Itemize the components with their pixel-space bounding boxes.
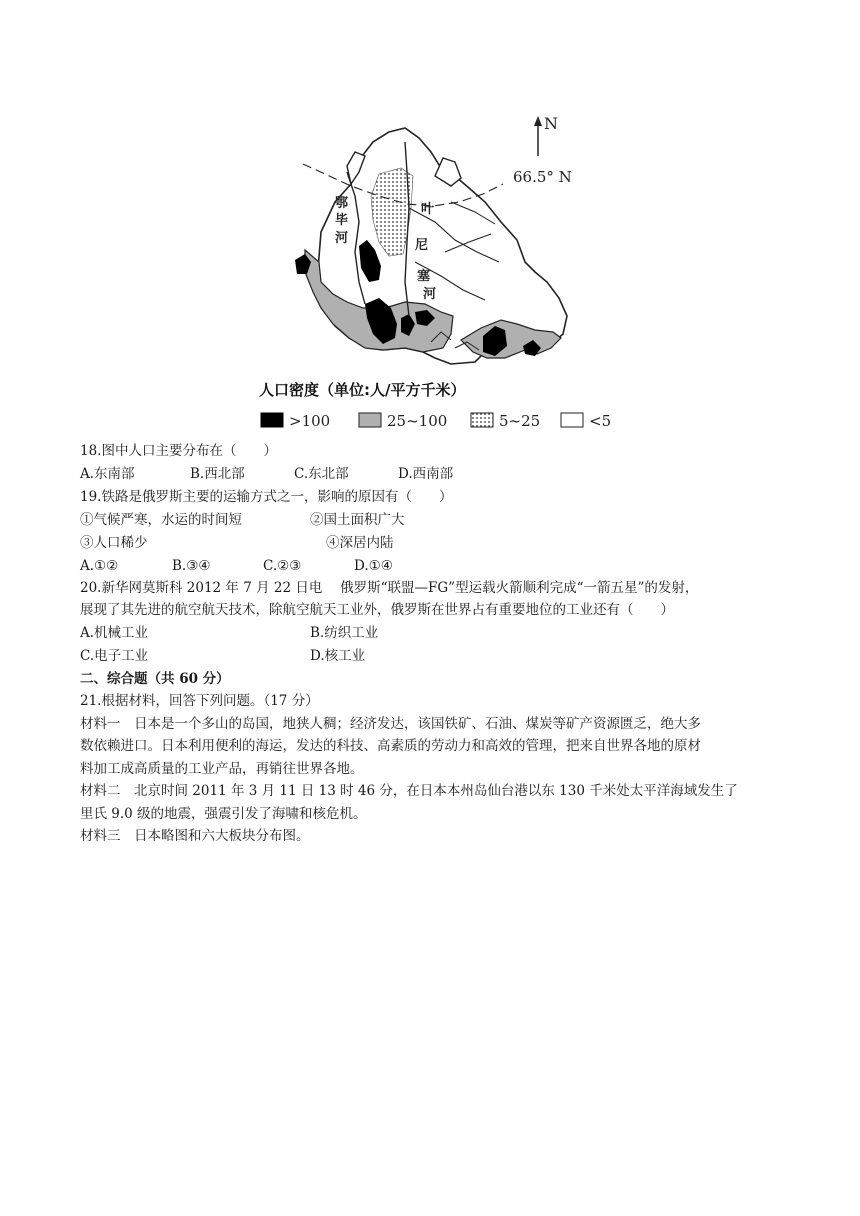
legend-label-over-100: >100 (289, 412, 331, 430)
q19-option-c: C.②③ (263, 558, 302, 574)
q18-option-c: C.东北部 (294, 466, 349, 482)
question-21-stem: 21.根据材料，回答下列问题。（17 分） (80, 693, 319, 709)
population-density-map (255, 112, 625, 437)
material-2-line-2: 里氏 9.0 级的地震，强震引发了海啸和核危机。 (80, 806, 367, 822)
river-label-yenisei-2: 尼 (415, 238, 429, 253)
q19-item-1: ①气候严寒，水运的时间短 (80, 512, 242, 528)
legend-title: 人口密度（单位:人/平方千米） (259, 381, 466, 399)
river-label-yenisei-3: 塞 (417, 269, 431, 284)
q19-item-4: ④深居内陆 (326, 535, 394, 551)
q19-option-d: D.①④ (354, 558, 393, 574)
material-1-line-2: 数依赖进口。日本利用便利的海运，发达的科技、高素质的劳动力和高效的管理，把来自世界各地的原材 (80, 738, 701, 754)
q19-item-3: ③人口稀少 (80, 535, 148, 551)
q20-option-d: D.核工业 (310, 648, 366, 664)
section-2-title: 二、综合题（共 60 分） (80, 671, 230, 687)
river-label-ob-1: 鄂 (335, 196, 349, 211)
north-arrow-icon (534, 116, 542, 156)
question-18-stem: 18.图中人口主要分布在（ ） (80, 443, 277, 459)
legend-label-25-100: 25~100 (387, 412, 448, 430)
material-1-line-3: 料加工成高质量的工业产品，再销往世界各地。 (80, 761, 364, 777)
legend-swatch-under-5 (561, 413, 583, 427)
q18-option-a: A.东南部 (80, 466, 135, 482)
river-label-ob-2: 毕 (335, 213, 349, 228)
latitude-label: 66.5° N (513, 168, 572, 186)
legend (261, 412, 611, 430)
material-3: 材料三 日本略图和六大板块分布图。 (80, 828, 310, 844)
river-label-ob-3: 河 (335, 231, 349, 246)
material-2-line-1: 材料二 北京时间 2011 年 3 月 11 日 13 时 46 分，在日本本州岛仙台港以东 130 千米处太平洋海域发生了 (80, 783, 738, 799)
q19-item-2: ②国土面积广大 (310, 512, 405, 528)
north-label: N (544, 114, 558, 133)
river-label-yenisei-4: 河 (423, 287, 437, 302)
question-20-line-1: 20.新华网莫斯科 2012 年 7 月 22 日电 俄罗斯“联盟—FG”型运载火箭顺利完成“一箭五星”的发射， (80, 580, 699, 596)
q20-option-c: C.电子工业 (80, 648, 149, 664)
q18-option-d: D.西南部 (398, 466, 454, 482)
legend-swatch-5-25 (471, 413, 493, 427)
q20-option-b: B.纺织工业 (310, 625, 379, 641)
q20-option-a: A.机械工业 (80, 625, 149, 641)
legend-label-5-25: 5~25 (499, 412, 541, 430)
legend-swatch-25-100 (359, 413, 381, 427)
legend-label-under-5: <5 (589, 412, 612, 430)
q19-option-b: B.③④ (172, 558, 211, 574)
river-label-yenisei-1: 叶 (421, 202, 435, 217)
material-1-line-1: 材料一 日本是一个多山的岛国，地狭人稠；经济发达，该国铁矿、石油、煤炭等矿产资源匮乏，绝大多 (80, 716, 701, 732)
legend-swatch-over-100 (261, 413, 283, 427)
q19-option-a: A.①② (80, 558, 119, 574)
q18-option-b: B.西北部 (190, 466, 245, 482)
question-20-line-2: 展现了其先进的航空航天技术，除航空航天工业外，俄罗斯在世界占有重要地位的工业还有（ ） (80, 602, 674, 618)
question-19-stem: 19.铁路是俄罗斯主要的运输方式之一，影响的原因有（ ） (80, 489, 453, 505)
